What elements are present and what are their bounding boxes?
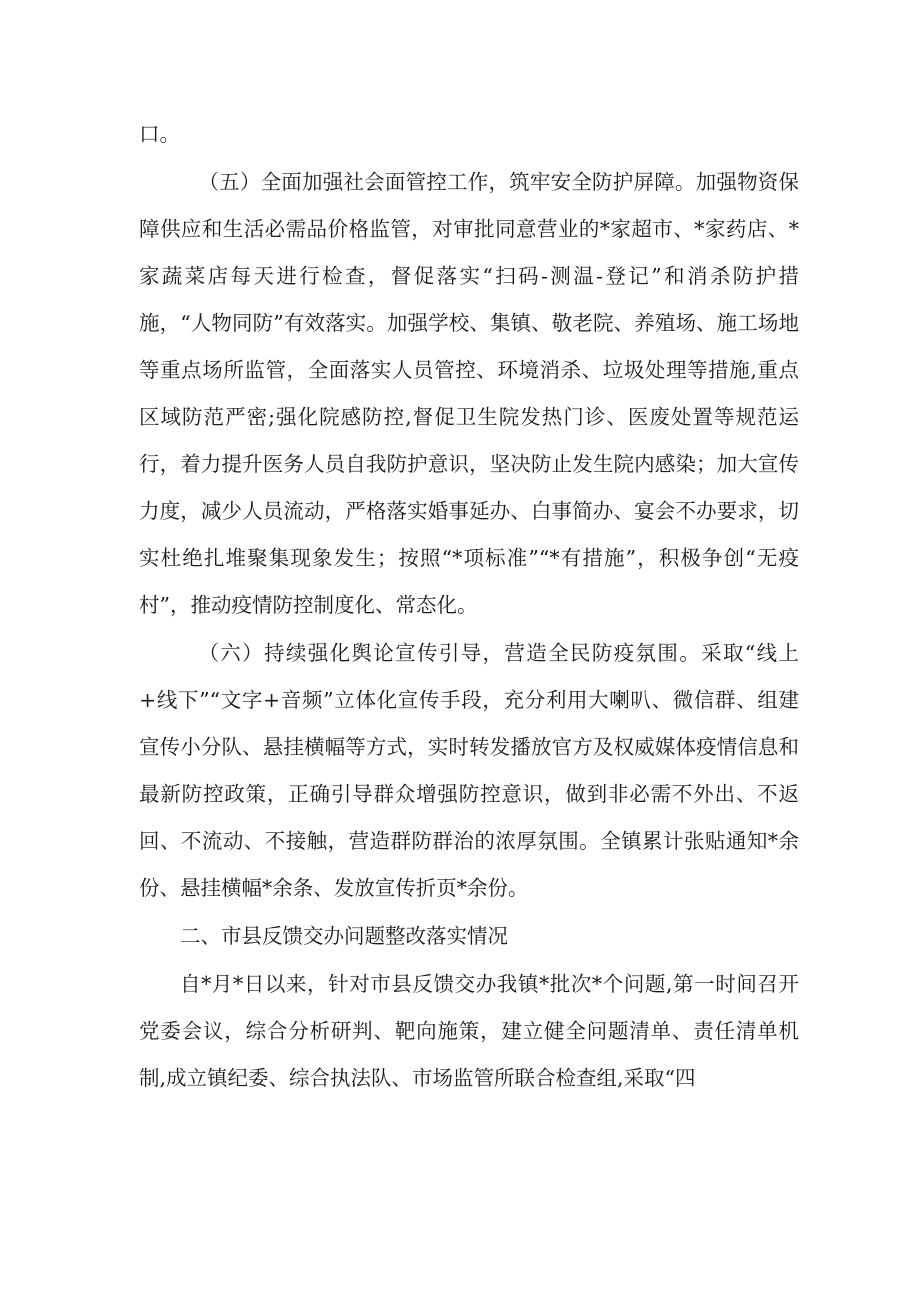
- paragraph-continuation: 口。: [139, 122, 180, 146]
- section-heading-two: 二、市县反馈交办问题整改落实情况: [180, 924, 508, 948]
- paragraph-rectification: 自*月*日以来，针对市县反馈交办我镇*批次*个问题,第一时间召开党委会议，综合分析研判、靶向施策，建立健全问题清单、责任清单机制,成立镇纪委、综合执法队、市场监管所联合检查组,采取“四: [139, 972, 799, 1090]
- paragraph-section-five: （五）全面加强社会面管控工作，筑牢安全防护屏障。加强物资保障供应和生活必需品价格监管，对审批同意营业的*家超市、*家药店、*家蔬菜店每天进行检查，督促落实“扫码-测温-登记”和消杀防护措施，“人物同防”有效落实。加强学校、集镇、敬老院、养殖场、施工场地等重点场所监管，全面落实人员管控、环境消杀、垃圾处理等措施,重点区域防范严密;强化院感防控,督促卫生院发热门诊、医废处置等规范运行，着力提升医务人员自我防护意识，坚决防止发生院内感染；加大宣传力度，减少人员流动，严格落实婚事延办、白事简办、宴会不办要求，切实杜绝扎堆聚集现象发生；按照“*项标准”“*有措施”，积极争创“无疫村”，推动疫情防控制度化、常态化。: [139, 170, 799, 617]
- paragraph-section-six: （六）持续强化舆论宣传引导，营造全民防疫氛围。采取“线上+线下”“文字+音频”立体化宣传手段，充分利用大喇叭、微信群、组建宣传小分队、悬挂横幅等方式，实时转发播放官方及权威媒体疫情信息和最新防控政策，正确引导群众增强防控意识，做到非必需不外出、不返回、不流动、不接触，营造群防群治的浓厚氛围。全镇累计张贴通知*余份、悬挂横幅*余条、发放宣传折页*余份。: [139, 641, 799, 900]
- document-body: [139, 111, 799, 1103]
